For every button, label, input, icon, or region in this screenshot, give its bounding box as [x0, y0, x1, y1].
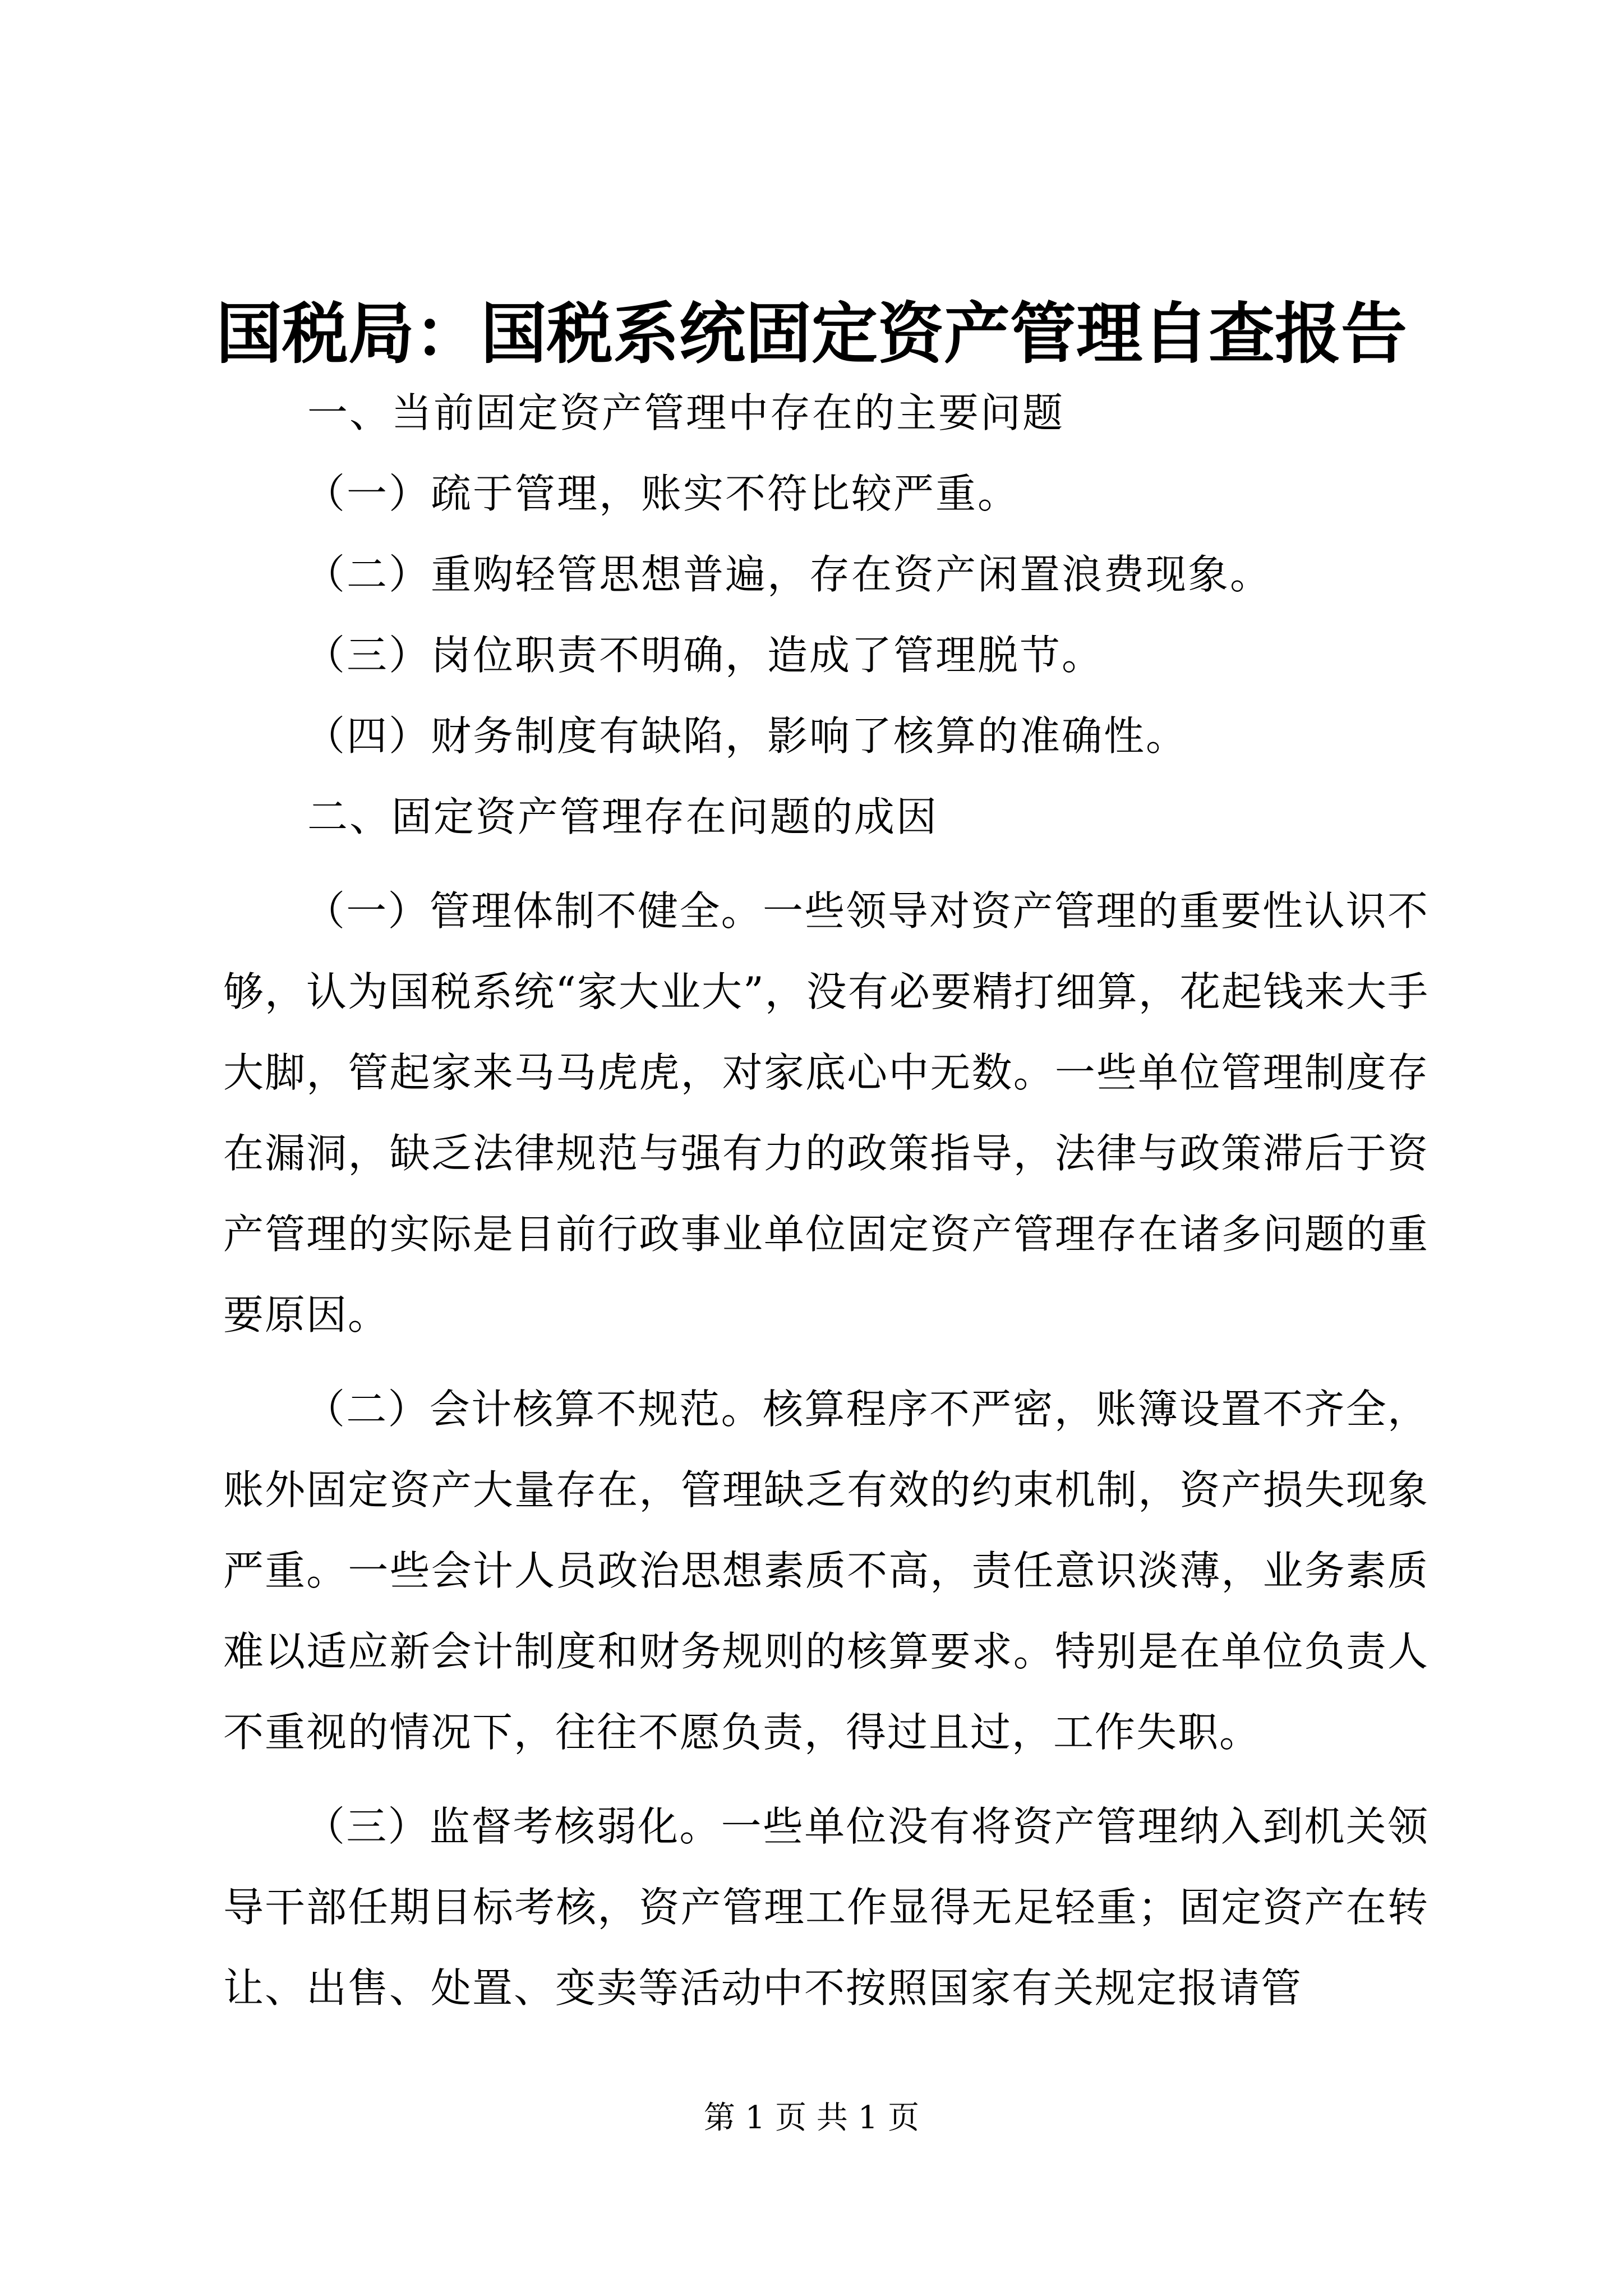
page-footer: 第 1 页 共 1 页 [703, 2100, 920, 2136]
issue-item-3: （三）岗位职责不明确，造成了管理脱节。 [305, 632, 1104, 679]
document-body [223, 386, 1429, 2028]
issue-item-1: （一）疏于管理，账实不符比较严重。 [305, 470, 1020, 517]
issue-item-4: （四）财务制度有缺陷，影响了核算的准确性。 [305, 712, 1188, 760]
paragraph-supervision: （三）监督考核弱化。一些单位没有将资产管理纳入到机关领导干部任期目标考核，资产管理工作显得无足轻重；固定资产在转让、出售、处置、变卖等活动中不按照国家有关规定报请管 [223, 1803, 1429, 2012]
paragraph-management-system: （一）管理体制不健全。一些领导对资产管理的重要性认识不够，认为国税系统“家大业大”，没有必要精打细算，花起钱来大手大脚，管起家来马马虎虎，对家底心中无数。一些单位管理制度存在漏洞，缺乏法律规范与强有力的政策指导，法律与政策滞后于资产管理的实际是目前行政事业单位固定资产管理存在诸多问题的重要原因。 [223, 887, 1429, 1338]
section-heading-1: 一、当前固定资产管理中存在的主要问题 [307, 389, 1065, 436]
paragraph-accounting: （二）会计核算不规范。核算程序不严密，账簿设置不齐全，账外固定资产大量存在，管理缺乏有效的约束机制，资产损失现象严重。一些会计人员政治思想素质不高，责任意识淡薄，业务素质难以适应新会计制度和财务规则的核算要求。特别是在单位负责人不重视的情况下，往往不愿负责，得过且过，工作失职。 [223, 1386, 1429, 1756]
document-title: 国税局：国税系统固定资产管理自查报告 [215, 295, 1407, 372]
section-heading-2: 二、固定资产管理存在问题的成因 [307, 793, 939, 840]
issue-item-2: （二）重购轻管思想普遍，存在资产闲置浪费现象。 [305, 551, 1272, 598]
